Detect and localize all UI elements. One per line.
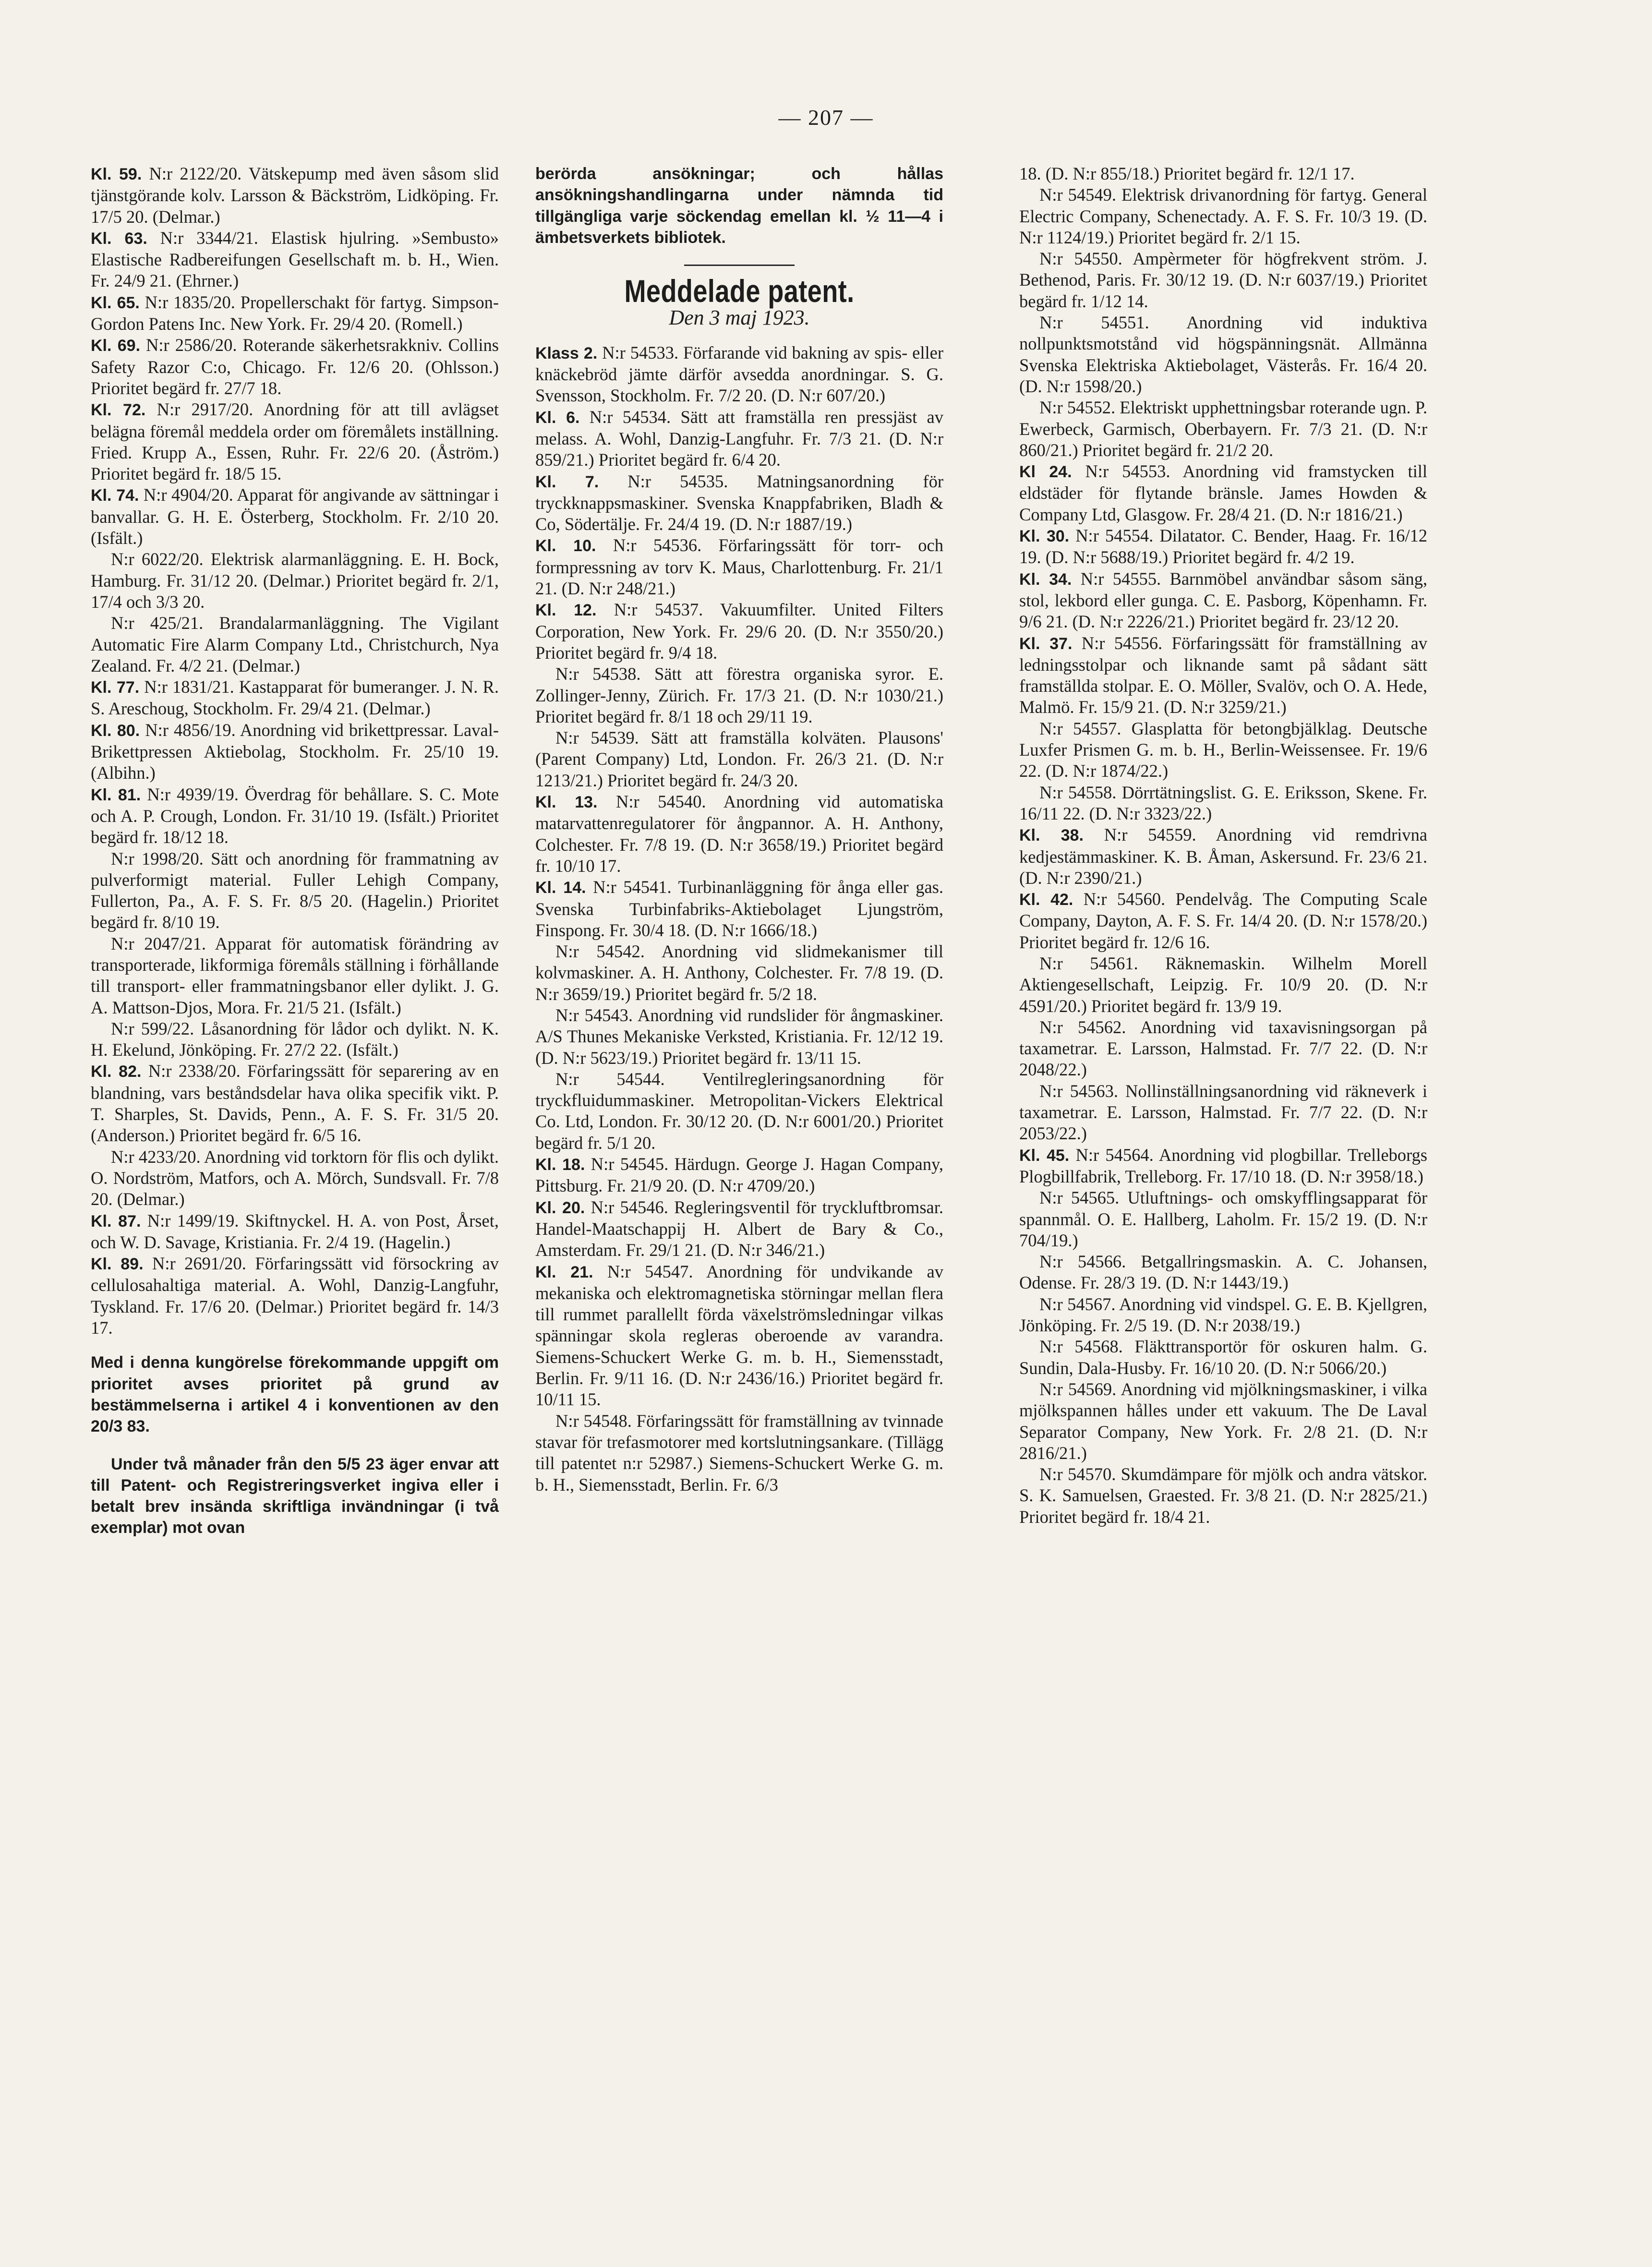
patent-entry-text: N:r 1835/20. Propellerschakt för fartyg. Simpson-Gordon Patens Inc. New York. Fr. 29/4 20. (Romell.) [91, 292, 499, 334]
patent-entry-text: N:r 1831/21. Kastapparat för bumeranger. J. N. R. S. Areschoug, Stockholm. Fr. 29/4 21. (Delmar.) [91, 677, 499, 719]
objection-notice-text: Under två månader från den 5/5 23 äger envar att till Patent- och Registreringsverket ingiva eller i betalt brev insända skriftliga invändningar (i två exemplar) mot ovan [91, 1455, 499, 1537]
class-label: Kl. 13. [535, 793, 598, 812]
patent-entry-text: N:r 54554. Dilatator. C. Bender, Haag. Fr. 16/12 19. (D. N:r 5688/19.) Prioritet begärd fr. 4/2 19. [1019, 526, 1427, 567]
patent-entry-text: N:r 54535. Matningsanordning för tryckknappsmaskiner. Svenska Knappfabriken, Bladh & Co, Södertälje. Fr. 24/4 19. (D. N:r 1887/19.) [535, 471, 943, 534]
patent-entry-text: 18. (D. N:r 855/18.) Prioritet begärd fr. 12/1 17. [1019, 164, 1355, 183]
patent-entry-text: N:r 54536. Förfaringssätt för torr- och formpressning av torv K. Maus, Charlottenburg. Fr. 21/1 21. (D. N:r 248/21.) [535, 535, 943, 599]
patent-entry-text: N:r 4939/19. Överdrag för behållare. S. C. Mote och A. P. Crough, London. Fr. 31/10 19. (Isfält.) Prioritet begärd fr. 18/12 18. [91, 784, 499, 847]
patent-entry [1019, 461, 1427, 525]
column-1 [91, 163, 499, 1555]
patent-entry-text: N:r 4233/20. Anordning vid torktorn för flis och dylikt. O. Nordström, Matfors, och A. Mörch, Sundsvall. Fr. 7/8 20. (Delmar.) [91, 1146, 499, 1209]
class-label: Kl. 12. [535, 601, 597, 620]
patent-entry [1019, 1017, 1427, 1081]
granted-patent-list [535, 342, 943, 1495]
patent-entry [91, 484, 499, 549]
column-3 [1019, 163, 1427, 1528]
patent-entry-text: N:r 54568. Fläkttransportör för oskuren halm. G. Sundin, Dala-Husby. Fr. 16/10 20. (D. N:r 5066/20.) [1019, 1337, 1427, 1378]
patent-entry-text: N:r 54541. Turbinanläggning för ånga eller gas. Svenska Turbinfabriks-Aktiebolaget Ljungström, Finspong. Fr. 30/4 18. (D. N:r 1666/18.) [535, 877, 943, 940]
class-label: Kl. 63. [91, 229, 147, 248]
patent-entry [91, 163, 499, 228]
patent-entry-text: N:r 4856/19. Anordning vid brikettpressar. Laval-Brikettpressen Aktiebolag, Stockholm. Fr. 25/10 19. (Albihn.) [91, 720, 499, 783]
patent-entry-text: N:r 54566. Betgallringsmaskin. A. C. Johansen, Odense. Fr. 28/3 19. (D. N:r 1443/19.) [1019, 1252, 1427, 1293]
patent-entry-text: N:r 54534. Sätt att framställa ren pressjäst av melass. A. Wohl, Danzig-Langfuhr. Fr. 7/3 21. (D. N:r 859/21.) Prioritet begärd fr. 6/4 20. [535, 407, 944, 470]
patent-entry-text: N:r 4904/20. Apparat för angivande av sättningar i banvallar. G. H. E. Österberg, Stockholm. Fr. 2/10 20. (Isfält.) [91, 485, 499, 548]
patent-entry-text: N:r 54544. Ventilregleringsanordning för tryckfluidummaskiner. Metropolitan-Vickers Elektrical Co. Ltd, London. Fr. 30/12 20. (D. N:r 6001/20.) Prioritet begärd fr. 5/1 20. [535, 1069, 943, 1153]
class-label: Kl. 87. [91, 1212, 141, 1230]
class-label: Kl. 34. [1019, 570, 1072, 589]
patent-entry-text: N:r 2047/21. Apparat för automatisk förändring av transporterade, likformiga föremåls ställning i förhållande till transport- eller frammatningsbanor eller dylikt. J. G. A. Mattson-Djos, Mora. Fr. 21/5 21. (Isfält.) [91, 933, 499, 1017]
patent-entry [91, 549, 499, 613]
patent-entry [535, 941, 943, 1005]
class-label: Kl. 82. [91, 1062, 142, 1081]
patent-entry-text: N:r 54548. Förfaringssätt för framställning av tvinnade stavar för trefasmotorer med kortslutningsankare. (Tillägg till patentet n:r 52987.) Siemens-Schuckert Werke G. m. b. H., Siemensstadt, Berlin. Fr. 6/3 [535, 1411, 943, 1495]
class-label: Kl. 42. [1019, 891, 1073, 909]
patent-entry [1019, 1081, 1427, 1145]
class-label: Kl. 77. [91, 678, 140, 697]
patent-entry [535, 791, 943, 877]
patent-entry [535, 342, 943, 407]
patent-entry [91, 399, 499, 484]
class-label: Kl. 14. [535, 879, 586, 897]
class-label: Klass 2. [535, 344, 598, 362]
patent-entry [91, 1018, 499, 1061]
patent-entry [1019, 397, 1427, 461]
class-label: Kl. 72. [91, 401, 146, 420]
class-label: Kl. 59. [91, 165, 142, 183]
patent-entry [535, 1261, 943, 1411]
patent-entry-text: N:r 2338/20. Förfaringssätt för separering av en blandning, vars beståndsdelar hava olika specifik vikt. P. T. Sharples, St. Davids, Penn., A. F. S. Fr. 31/5 20. (Anderson.) Prioritet begärd fr. 6/5 16. [91, 1061, 499, 1146]
class-label: Kl. 6. [535, 408, 580, 427]
patent-entry [535, 1069, 943, 1154]
patent-entry-text: N:r 54562. Anordning vid taxavisningsorgan på taxametrar. E. Larsson, Halmstad. Fr. 7/7 22. (D. N:r 2048/22.) [1019, 1017, 1427, 1080]
section-rule [684, 265, 795, 266]
patent-entry [1019, 1464, 1427, 1528]
class-label: Kl. 74. [91, 486, 139, 505]
patent-entry-text: N:r 54551. Anordning vid induktiva nollpunktsmotstånd vid högspänningsnät. Allmänna Svenska Elektriska Aktiebolaget, Västerås. Fr. 16/4 20. (D. N:r 1598/20.) [1019, 313, 1427, 396]
patent-entry-text: N:r 2691/20. Förfaringssätt vid försockring av cellulosahaltiga material. A. Wohl, Danzig-Langfuhr, Tyskland. Fr. 17/6 20. (Delmar.) Prioritet begärd fr. 14/3 17. [91, 1254, 499, 1338]
patent-entry-text: N:r 54559. Anordning vid remdrivna kedjestämmaskiner. K. B. Åman, Askersund. Fr. 23/6 21. (D. N:r 2390/21.) [1019, 825, 1427, 888]
patent-entry [1019, 889, 1427, 953]
class-label: Kl. 45. [1019, 1146, 1070, 1165]
patent-entry-text: N:r 54545. Härdugn. George J. Hagan Company, Pittsburg. Fr. 21/9 20. (D. N:r 4709/20.) [535, 1154, 943, 1196]
patent-entry-text: N:r 3344/21. Elastisk hjulring. »Sembusto» Elastische Radbereifungen Gesellschaft m. b. H., Wien. Fr. 24/9 21. (Ehrner.) [91, 228, 499, 291]
patent-entry [535, 663, 943, 727]
patent-entry [1019, 718, 1427, 782]
patent-entry-text: N:r 54543. Anordning vid rundslider för ångmaskiner. A/S Thunes Mekaniske Verksted, Kristiania. Fr. 12/12 19. (D. N:r 5623/19.) Prioritet begärd fr. 13/11 15. [535, 1005, 943, 1068]
patent-entry-text: N:r 54537. Vakuumfilter. United Filters Corporation, New York. Fr. 29/6 20. (D. N:r 3550/20.) Prioritet begärd fr. 9/4 18. [535, 600, 943, 663]
patent-application-list [91, 163, 499, 1338]
patent-entry-text: N:r 2122/20. Vätskepump med även såsom slid tjänstgörande kolv. Larsson & Bäckström, Lidköping. Fr. 17/5 20. (Delmar.) [91, 164, 499, 227]
class-label: Kl. 80. [91, 721, 140, 740]
patent-entry [1019, 1336, 1427, 1379]
class-label: Kl. 10. [535, 537, 596, 555]
patent-entry-text: N:r 54533. Förfarande vid bakning av spis- eller knäckebröd jämte därför avsedda anordningar. S. G. Svensson, Stockholm. Fr. 7/2 20. (D. N:r 607/20.) [535, 342, 943, 406]
patent-entry-text: N:r 54538. Sätt att förestra organiska syror. E. Zollinger-Jenny, Zürich. Fr. 17/3 21. (D. N:r 1030/21.) Prioritet begärd fr. 8/1 18 och 29/11 19. [535, 664, 943, 726]
patent-entry [1019, 782, 1427, 825]
patent-entry-text: N:r 54542. Anordning vid slidmekanismer till kolvmaskiner. A. H. Anthony, Colchester. Fr. 7/8 19. (D. N:r 3659/19.) Prioritet begärd fr. 5/2 18. [535, 941, 943, 1004]
patent-entry [91, 1253, 499, 1338]
class-label: Kl. 65. [91, 293, 140, 312]
patent-entry [1019, 184, 1427, 248]
patent-entry-text: N:r 6022/20. Elektrisk alarmanläggning. E. H. Bock, Hamburg. Fr. 31/12 20. (Delmar.) Prioritet begärd fr. 2/1, 17/4 och 3/3 20. [91, 549, 499, 612]
class-label: Kl. 30. [1019, 527, 1070, 546]
patent-entry [1019, 1251, 1427, 1294]
patent-entry [91, 848, 499, 933]
patent-entry-text: N:r 1499/19. Skiftnyckel. H. A. von Post, Årset, och W. D. Savage, Kristiania. Fr. 2/4 19. (Hagelin.) [91, 1210, 499, 1252]
patent-entry-text: N:r 54567. Anordning vid vindspel. G. E. B. Kjellgren, Jönköping. Fr. 2/5 19. (D. N:r 2038/19.) [1019, 1294, 1427, 1336]
patent-entry [1019, 953, 1427, 1017]
patent-entry [1019, 1187, 1427, 1251]
patent-entry [535, 1005, 943, 1069]
column-2 [535, 163, 943, 1495]
objection-notice [91, 1454, 499, 1539]
patent-entry-text: N:r 54565. Utluftnings- och omskyfflingsapparat för spannmål. O. E. Hallberg, Laholm. Fr. 15/2 19. (D. N:r 704/19.) [1019, 1188, 1427, 1250]
patent-entry [1019, 525, 1427, 568]
page-number: — 207 — [778, 105, 874, 130]
patent-entry-text: N:r 54557. Glasplatta för betongbjälklag. Deutsche Luxfer Prismen G. m. b. H., Berlin-Weissensee. Fr. 19/6 22. (D. N:r 1874/22.) [1019, 718, 1427, 781]
objection-notice-continued: berörda ansökningar; och hållas ansökningshandlingarna under nämnda tid tillgängliga varje söckendag emellan kl. ½ 11—4 i ämbetsverkets bibliotek. [535, 165, 943, 247]
class-label: Kl 24. [1019, 463, 1072, 482]
patent-entry [91, 1146, 499, 1210]
patent-entry-text: N:r 54547. Anordning för undvikande av mekaniska och elektromagnetiska störningar mellan flera till rummet parallellt förda växelströmsledningar vilkas spänningar skola regleras oberoende av varandra. Siemens-Schuckert Werke G. m. b. H., Siemensstadt, Berlin. Fr. 9/11 16. (D. N:r 2436/16.) Prioritet begärd fr. 10/11 15. [535, 1261, 943, 1410]
patent-entry [535, 407, 943, 471]
patent-entry-text: N:r 2586/20. Roterande säkerhetsrakkniv. Collins Safety Razor C:o, Chicago. Fr. 12/6 20. (Ohlsson.) Prioritet begärd fr. 27/7 18. [91, 335, 499, 398]
patent-entry [1019, 824, 1427, 889]
patent-entry-text: N:r 54561. Räknemaskin. Wilhelm Morell Aktiengesellschaft, Leipzig. Fr. 10/9 20. (D. N:r 4591/20.) Prioritet begärd fr. 13/9 19. [1019, 953, 1427, 1016]
section-title: Meddelade patent. [624, 273, 855, 309]
patent-entry [91, 292, 499, 335]
patent-entry-text: N:r 54556. Förfaringssätt för framställning av ledningsstolpar och liknande samt på sådant sätt framställda stolpar. E. O. Möller, Svalöv, och O. A. Hede, Malmö. Fr. 15/9 21. (D. N:r 3259/21.) [1019, 633, 1427, 717]
patent-entry-text: N:r 54539. Sätt att framställa kolväten. Plausons' (Parent Company) Ltd, London. Fr. 26/3 21. (D. N:r 1213/21.) Prioritet begärd fr. 24/3 20. [535, 728, 943, 790]
patent-entry-text: N:r 54549. Elektrisk drivanordning för fartyg. General Electric Company, Schenectady. A. F. S. Fr. 10/3 19. (D. N:r 1124/19.) Prioritet begärd fr. 2/1 15. [1019, 185, 1427, 247]
patent-entry [535, 535, 943, 599]
patent-entry [1019, 248, 1427, 312]
patent-entry [1019, 312, 1427, 397]
patent-entry-text: N:r 54563. Nollinställningsanordning vid räkneverk i taxametrar. E. Larsson, Halmstad. Fr. 7/7 22. (D. N:r 2053/22.) [1019, 1081, 1427, 1144]
patent-entry-text: N:r 599/22. Låsanordning för lådor och dylikt. N. K. H. Ekelund, Jönköping. Fr. 27/2 22. (Isfält.) [91, 1018, 499, 1060]
class-label: Kl. 81. [91, 785, 141, 804]
granted-patent-list-continued [1019, 163, 1427, 1528]
patent-entry-text: N:r 54552. Elektriskt upphettningsbar roterande ugn. P. Ewerbeck, Garmisch, Oberbayern. Fr. 7/3 21. (D. N:r 860/21.) Prioritet begärd fr. 21/2 20. [1019, 398, 1427, 460]
patent-entry-text: N:r 54555. Barnmöbel användbar såsom säng, stol, lekbord eller gunga. C. E. Pasborg, Köpenhamn. Fr. 9/6 21. (D. N:r 2226/21.) Prioritet begärd fr. 23/12 20. [1019, 568, 1427, 632]
patent-entry [535, 1197, 943, 1261]
patent-entry-text: N:r 2917/20. Anordning för att till avlägset belägna föremål meddela order om föremålets inställning. Fried. Krupp A., Essen, Ruhr. Fr. 22/6 20. (Åström.) Prioritet begärd fr. 18/5 15. [91, 399, 499, 484]
patent-entry [91, 784, 499, 848]
patent-entry-text: N:r 54569. Anordning vid mjölkningsmaskiner, i vilka mjölkspannen hålles under ett vakuum. The De Laval Separator Company, New York. Fr. 2/8 21. (D. N:r 2816/21.) [1019, 1379, 1427, 1463]
class-label: Kl. 89. [91, 1255, 144, 1274]
patent-entry-text: N:r 1998/20. Sätt och anordning för frammatning av pulverformigt material. Fuller Lehigh Company, Fullerton, Pa., A. F. S. Fr. 8/5 20. (Hagelin.) Prioritet begärd fr. 8/10 19. [91, 848, 499, 932]
patent-entry-text: N:r 54553. Anordning vid framstycken till eldstäder för flytande bränsle. James Howden & Company Ltd, Glasgow. Fr. 28/4 21. (D. N:r 1816/21.) [1019, 461, 1427, 524]
patent-entry [535, 471, 943, 535]
class-label: Kl. 7. [535, 472, 599, 491]
patent-entry-text: N:r 54558. Dörrtätningslist. G. E. Eriksson, Skene. Fr. 16/11 22. (D. N:r 3323/22.) [1019, 782, 1427, 823]
patent-entry [535, 599, 943, 663]
patent-entry [1019, 568, 1427, 633]
patent-entry [91, 933, 499, 1018]
section-date: Den 3 maj 1923. [669, 306, 810, 330]
patent-entry-text: N:r 54540. Anordning vid automatiska matarvattenregulatorer för ångpannor. A. H. Anthony, Colchester. Fr. 7/8 19. (D. N:r 3658/19.) Prioritet begärd fr. 10/10 17. [535, 792, 943, 876]
class-label: Kl. 69. [91, 337, 141, 355]
patent-entry [91, 613, 499, 676]
patent-entry-text: N:r 425/21. Brandalarmanläggning. The Vigilant Automatic Fire Alarm Company Ltd., Christchurch, Nya Zealand. Fr. 4/2 21. (Delmar.) [91, 613, 499, 675]
class-label: Kl. 37. [1019, 634, 1073, 653]
patent-entry [91, 1061, 499, 1146]
priority-notice [91, 1352, 499, 1437]
patent-entry [535, 1154, 943, 1197]
patent-entry [535, 1411, 943, 1495]
class-label: Kl. 18. [535, 1156, 585, 1174]
patent-entry [535, 877, 943, 941]
class-label: Kl. 38. [1019, 826, 1084, 845]
patent-entry [91, 1210, 499, 1254]
patent-entry-text: N:r 54564. Anordning vid plogbillar. Trelleborgs Plogbillfabrik, Trelleborg. Fr. 17/10 18. (D. N:r 3958/18.) [1019, 1145, 1427, 1186]
patent-entry [91, 676, 499, 720]
patent-entry [91, 335, 499, 399]
patent-entry-text: N:r 54546. Regleringsventil för tryckluftbromsar. Handel-Maatschappij H. Albert de Bary & Co., Amsterdam. Fr. 29/1 21. (D. N:r 346/21.) [535, 1197, 943, 1260]
class-label: Kl. 21. [535, 1263, 593, 1281]
patent-entry [535, 727, 943, 791]
patent-entry-text: N:r 54550. Ampèrmeter för högfrekvent ström. J. Bethenod, Paris. Fr. 30/12 19. (D. N:r 6037/19.) Prioritet begärd fr. 1/12 14. [1019, 249, 1427, 311]
patent-entry [1019, 1145, 1427, 1188]
patent-entry [91, 720, 499, 784]
patent-entry-text: N:r 54570. Skumdämpare för mjölk och andra vätskor. S. K. Samuelsen, Graested. Fr. 3/8 21. (D. N:r 2825/21.) Prioritet begärd fr. 18/4 21. [1019, 1464, 1427, 1527]
patent-entry [91, 228, 499, 292]
patent-entry [1019, 1294, 1427, 1337]
patent-entry-text: N:r 54560. Pendelvåg. The Computing Scale Company, Dayton, A. F. S. Fr. 14/4 20. (D. N:r 1578/20.) Prioritet begärd fr. 12/6 16. [1019, 889, 1427, 952]
class-label: Kl. 20. [535, 1198, 585, 1217]
patent-entry [1019, 163, 1427, 184]
patent-entry [1019, 633, 1427, 718]
priority-notice-text: Med i denna kungörelse förekommande uppgift om prioritet avses prioritet på grund av bestämmelserna i artikel 4 i konventionen av den 20/3 83. [91, 1353, 499, 1436]
patent-entry [1019, 1379, 1427, 1464]
